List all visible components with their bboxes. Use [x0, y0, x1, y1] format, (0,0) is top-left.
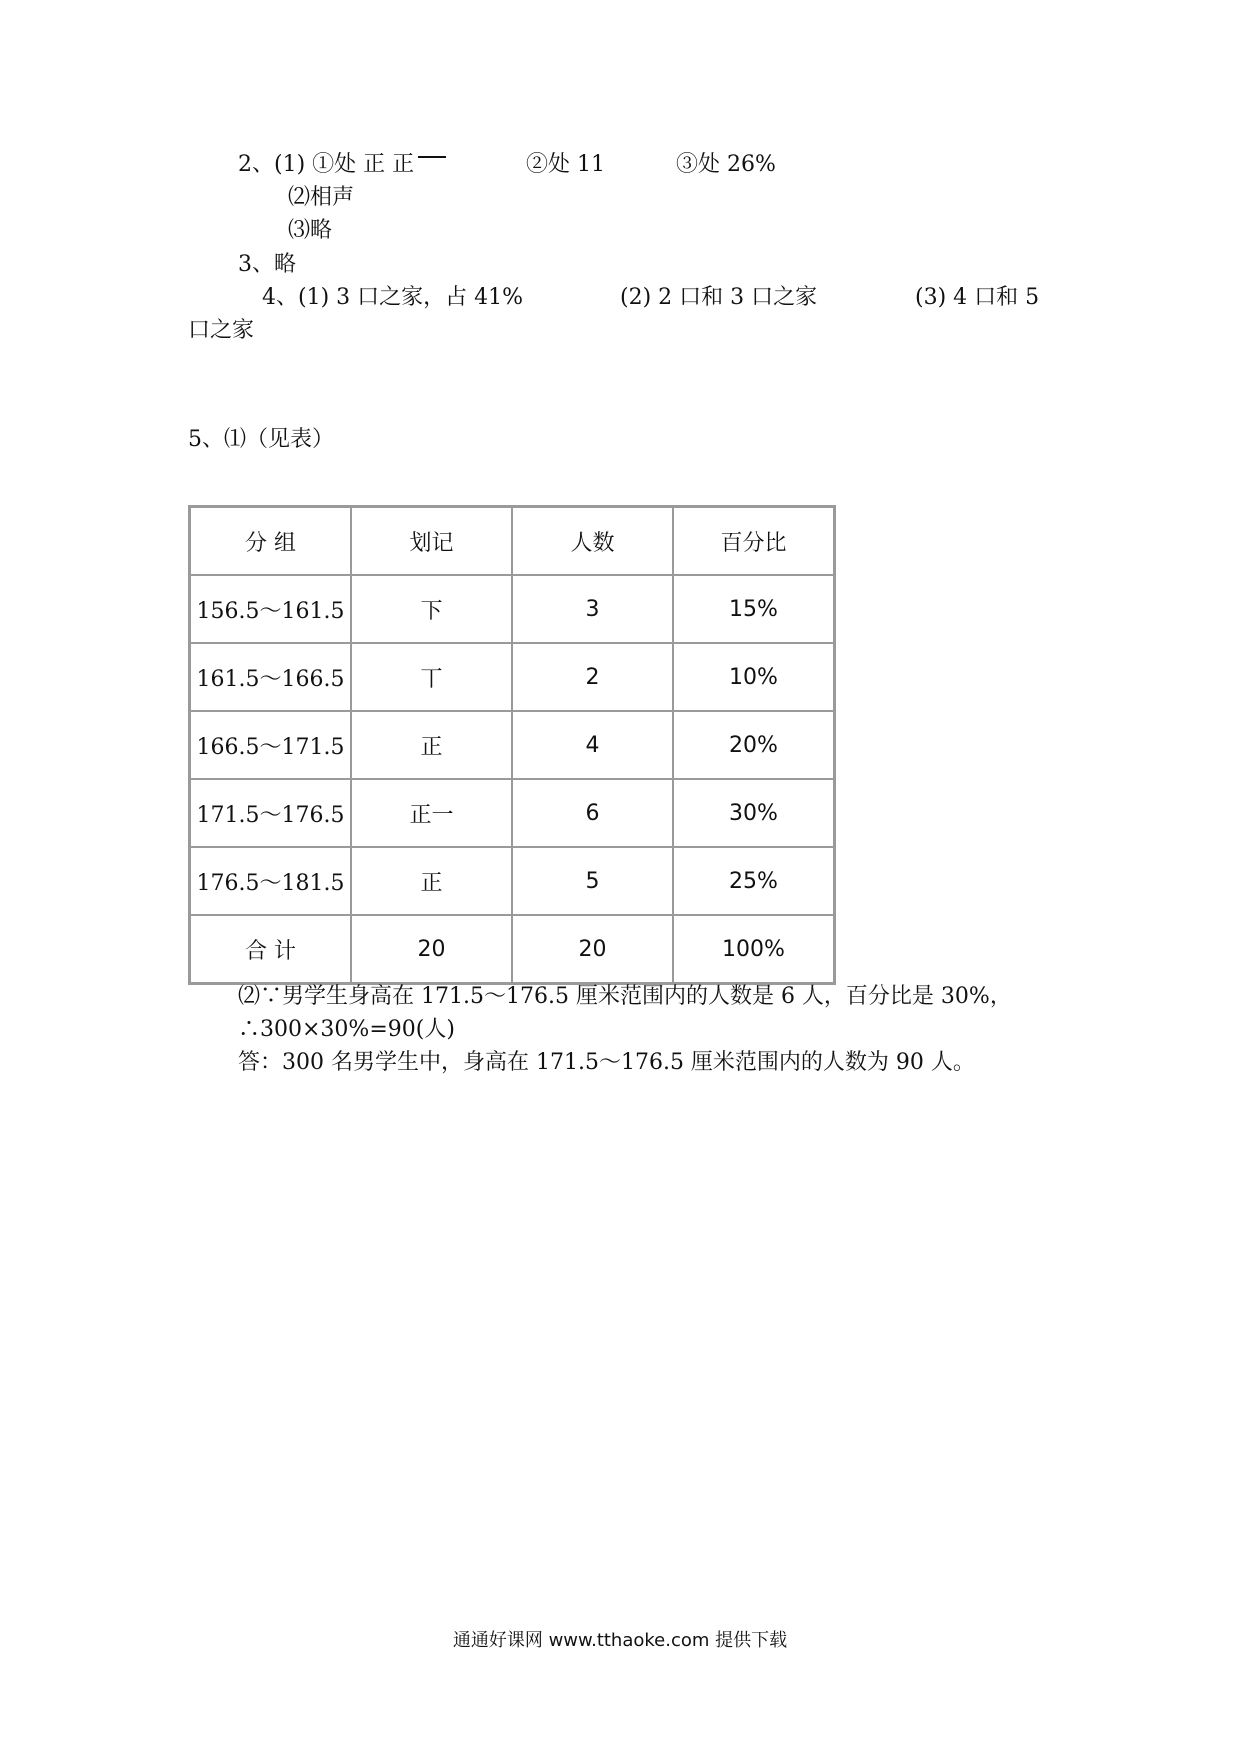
q2-item1: 2、(1) ①处 正 正 [238, 152, 415, 177]
cell-tally: 正 [351, 847, 512, 915]
cell-group: 合 计 [190, 915, 352, 984]
cell-count: 3 [512, 575, 673, 643]
cell-count: 4 [512, 711, 673, 779]
cell-percent: 15% [673, 575, 835, 643]
header-tally: 划记 [351, 507, 512, 576]
table-row [190, 643, 835, 711]
header-group: 分 组 [190, 507, 352, 576]
q2-line1 [238, 150, 446, 180]
q2-item3: ③处 26% [676, 152, 776, 177]
cell-count: 6 [512, 779, 673, 847]
q4-item3: (3) 4 口和 5 [915, 285, 1040, 310]
q2-line2: ⑵相声 [288, 185, 355, 210]
q5-title: 5、⑴（见表） [188, 427, 334, 452]
q4-item1: 4、(1) 3 口之家，占 41% [262, 285, 524, 310]
table-row [190, 711, 835, 779]
q4-item2: (2) 2 口和 3 口之家 [620, 285, 818, 310]
q5-part2-line1: ⑵∵男学生身高在 171.5～176.5 厘米范围内的人数是 6 人，百分比是 30%， [238, 984, 1012, 1009]
table-row [190, 575, 835, 643]
cell-percent: 100% [673, 915, 835, 984]
cell-group: 161.5～166.5 [190, 643, 352, 711]
cell-tally: 20 [351, 915, 512, 984]
q3-line: 3、略 [238, 252, 296, 277]
table-row [190, 779, 835, 847]
page-footer: 通通好课网 www.tthaoke.com 提供下载 [452, 1630, 788, 1651]
cell-percent: 20% [673, 711, 835, 779]
cell-group: 156.5～161.5 [190, 575, 352, 643]
header-percent: 百分比 [673, 507, 835, 576]
cell-percent: 30% [673, 779, 835, 847]
cell-count: 20 [512, 915, 673, 984]
header-count: 人数 [512, 507, 673, 576]
cell-group: 176.5～181.5 [190, 847, 352, 915]
cell-group: 171.5～176.5 [190, 779, 352, 847]
cell-percent: 25% [673, 847, 835, 915]
cell-tally: 丅 [351, 643, 512, 711]
table-row [190, 915, 835, 984]
tally-stroke-mark [418, 156, 446, 158]
cell-count: 5 [512, 847, 673, 915]
cell-tally: 正 [351, 711, 512, 779]
q2-item2: ②处 11 [526, 152, 605, 177]
q4-line2: 口之家 [188, 318, 255, 343]
frequency-table [188, 505, 836, 985]
table-header-row [190, 507, 835, 576]
q5-part2-line2: ∴300×30%=90(人) [238, 1017, 455, 1042]
cell-percent: 10% [673, 643, 835, 711]
cell-tally: 下 [351, 575, 512, 643]
table-row [190, 847, 835, 915]
cell-group: 166.5～171.5 [190, 711, 352, 779]
q5-answer-line: 答：300 名男学生中，身高在 171.5～176.5 厘米范围内的人数为 90 人。 [238, 1050, 975, 1075]
cell-count: 2 [512, 643, 673, 711]
cell-tally: 正一 [351, 779, 512, 847]
q2-line3: ⑶略 [288, 218, 333, 243]
